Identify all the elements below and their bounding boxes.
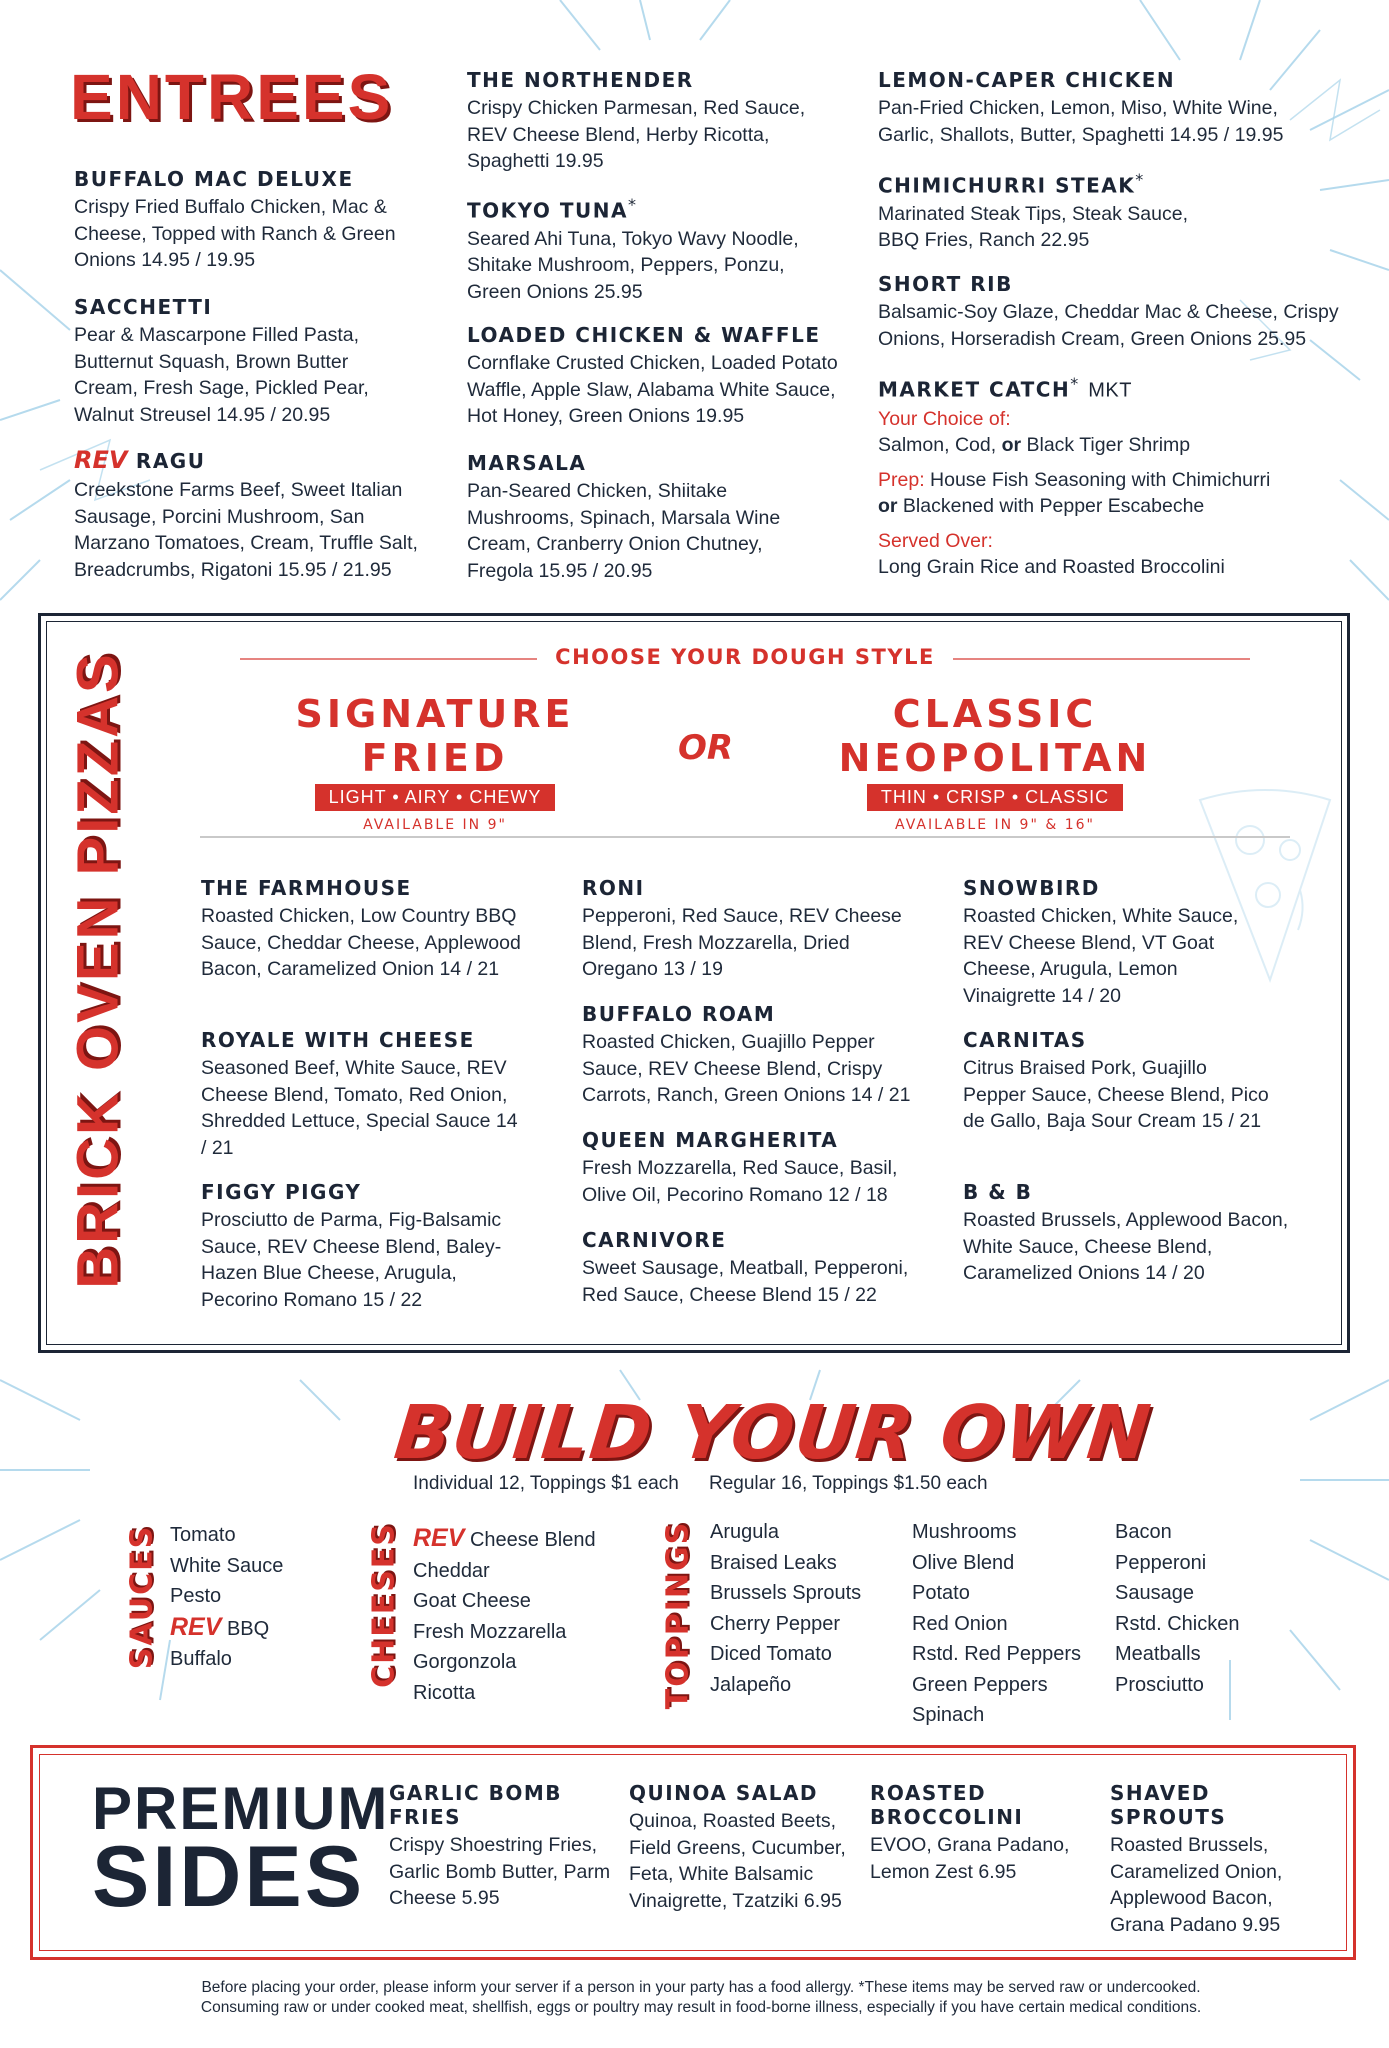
- pizza-name: B & B: [963, 1180, 1033, 1204]
- regular-price: Regular 16, Toppings $1.50 each: [709, 1473, 988, 1494]
- entree-name: SACCHETTI: [74, 295, 213, 319]
- entree-name: THE NORTHENDER: [467, 68, 694, 92]
- toppings-list-1: [710, 1517, 861, 1700]
- toppings-list-2: [912, 1517, 1081, 1731]
- entree-item: [467, 68, 827, 175]
- disclaimer-line: Before placing your order, please inform your server if a person in your party has a food allergy. *These items may be served raw or undercooked.: [201, 1979, 1201, 1996]
- pizza-desc: Citrus Braised Pork, Guajillo Pepper Sauce, Cheese Blend, Pico de Gallo, Baja Sour Cream 15 / 21: [963, 1057, 1269, 1132]
- pizza-desc: Roasted Chicken, White Sauce, REV Cheese Blend, VT Goat Cheese, Arugula, Lemon Vinaigrette 14 / 20: [963, 905, 1239, 1007]
- pizza-name: BUFFALO ROAM: [582, 1002, 776, 1026]
- allergy-disclaimer: [86, 1978, 1316, 2018]
- entree-desc: Marinated Steak Tips, Steak Sauce, BBQ Fries, Ranch 22.95: [878, 202, 1189, 252]
- build-your-own-title: BUILD YOUR OWN: [390, 1390, 1156, 1476]
- entree-item: [74, 295, 384, 428]
- entree-item: [74, 446, 434, 583]
- entree-name: LEMON-CAPER CHICKEN: [878, 68, 1176, 92]
- entree-name: REV RAGU: [74, 446, 206, 474]
- pizza-desc: Seasoned Beef, White Sauce, REV Cheese Blend, Tomato, Red Onion, Shredded Lettuce, Special Sauce 14 / 21: [201, 1057, 518, 1159]
- sauce-item: REV BBQ: [170, 1612, 270, 1641]
- pizza-desc: Roasted Chicken, Low Country BBQ Sauce, Cheddar Cheese, Applewood Bacon, Caramelized Onion 14 / 21: [201, 905, 521, 980]
- divider: [200, 836, 1290, 838]
- topping-item: Potato: [912, 1582, 970, 1604]
- entree-name: SHORT RIB: [878, 272, 1013, 296]
- entree-desc: Crispy Fried Buffalo Chicken, Mac & Cheese, Topped with Ranch & Green Onions 14.95 / 19.95: [74, 196, 396, 271]
- sauces-label: SAUCES: [124, 1524, 160, 1670]
- or-separator: OR: [678, 728, 734, 768]
- toppings-list-3: [1115, 1517, 1240, 1700]
- topping-item: Prosciutto: [1115, 1673, 1204, 1696]
- entree-name: BUFFALO MAC DELUXE: [74, 167, 354, 191]
- side-name: QUINOA SALAD: [629, 1781, 819, 1805]
- entree-item: [878, 170, 1228, 254]
- topping-item: Red Onion: [912, 1612, 1008, 1635]
- cheese-item: Cheddar: [413, 1559, 490, 1582]
- cheese-item: Fresh Mozzarella: [413, 1620, 567, 1643]
- individual-price: Individual 12, Toppings $1 each: [413, 1473, 679, 1494]
- pizza-name: ROYALE WITH CHEESE: [201, 1028, 475, 1052]
- pizza-item: [201, 1028, 521, 1161]
- pizza-desc: Roasted Brussels, Applewood Bacon, White Sauce, Cheese Blend, Caramelized Onions 14 / 20: [963, 1209, 1289, 1284]
- served-label: Served Over:: [878, 529, 993, 552]
- pizza-item: [582, 876, 922, 983]
- dough-style-name: SIGNATURE FRIED: [295, 692, 575, 780]
- sauces-list: [170, 1520, 283, 1675]
- entree-desc: Cornflake Crusted Chicken, Loaded Potato Waffle, Apple Slaw, Alabama White Sauce, Hot Honey, Green Onions 19.95: [467, 352, 838, 427]
- pizza-name: QUEEN MARGHERITA: [582, 1128, 839, 1152]
- pizza-desc: Fresh Mozzarella, Red Sauce, Basil, Olive Oil, Pecorino Romano 12 / 18: [582, 1157, 898, 1206]
- pizza-desc: Roasted Chicken, Guajillo Pepper Sauce, REV Cheese Blend, Crispy Carrots, Ranch, Green Onions 14 / 21: [582, 1031, 911, 1106]
- rev-logo: REV: [170, 1612, 222, 1641]
- topping-item: Arugula: [710, 1521, 779, 1543]
- topping-item: Mushrooms: [912, 1521, 1017, 1543]
- pizza-desc: Pepperoni, Red Sauce, REV Cheese Blend, Fresh Mozzarella, Dried Oregano 13 / 19: [582, 905, 902, 980]
- rev-logo: REV: [74, 446, 128, 474]
- pizza-item: [582, 1128, 922, 1208]
- dough-style-availability: AVAILABLE IN 9": [363, 817, 507, 833]
- entree-desc: Pan-Seared Chicken, Shiitake Mushrooms, Spinach, Marsala Wine Cream, Cranberry Onion Chutney, Fregola 15.95 / 20.95: [467, 480, 781, 582]
- entree-name: CHIMICHURRI STEAK*: [878, 170, 1145, 198]
- served-text: Long Grain Rice and Roasted Broccolini: [878, 556, 1225, 579]
- cheese-item: Ricotta: [413, 1681, 476, 1704]
- pizza-item: [963, 1028, 1273, 1135]
- rev-logo: REV: [413, 1524, 465, 1552]
- side-name: ROASTED BROCCOLINI: [870, 1781, 1024, 1829]
- sauce-item: Tomato: [170, 1524, 236, 1546]
- cheeses-list: [413, 1523, 596, 1708]
- pizza-name: CARNIVORE: [582, 1228, 727, 1252]
- toppings-label: TOPPINGS: [660, 1520, 696, 1710]
- dough-style-name: CLASSIC NEOPOLITAN: [838, 692, 1152, 780]
- sauce-item: Pesto: [170, 1585, 222, 1607]
- side-desc: Crispy Shoestring Fries, Garlic Bomb Butter, Parm Cheese 5.95: [389, 1834, 611, 1909]
- sauce-item: White Sauce: [170, 1554, 284, 1577]
- side-desc: EVOO, Grana Padano, Lemon Zest 6.95: [870, 1834, 1070, 1883]
- pizza-item: [201, 1180, 531, 1313]
- topping-item: Brussels Sprouts: [710, 1582, 862, 1604]
- entree-item: [467, 323, 857, 430]
- topping-item: Rstd. Chicken: [1115, 1612, 1240, 1635]
- entree-item: [467, 195, 837, 305]
- side-item: [1110, 1781, 1330, 1938]
- topping-item: Jalapeño: [710, 1673, 792, 1696]
- entree-item: [878, 68, 1318, 148]
- cheese-item: Gorgonzola: [413, 1651, 517, 1673]
- choice-label: Your Choice of:: [878, 407, 1011, 430]
- cheeses-label: CHEESES: [366, 1522, 402, 1688]
- topping-item: Olive Blend: [912, 1551, 1015, 1574]
- entree-name: MARKET CATCH* MKT: [878, 374, 1132, 402]
- pizza-item: [201, 876, 521, 983]
- entree-desc: Creekstone Farms Beef, Sweet Italian Sausage, Porcini Mushroom, San Marzano Tomatoes, Cream, Truffle Salt, Breadcrumbs, Rigatoni 15.95 / 21.95: [74, 479, 418, 581]
- prep-text: Prep: House Fish Seasoning with Chimichurri or Blackened with Pepper Escabeche: [878, 468, 1271, 518]
- market-catch: [878, 374, 1348, 581]
- dough-style-classic-neopolitan: [785, 692, 1205, 833]
- pizza-item: [582, 1002, 932, 1109]
- entree-desc: Pear & Mascarpone Filled Pasta, Butternut Squash, Brown Butter Cream, Fresh Sage, Pickled Pear, Walnut Streusel 14.95 / 20.95: [74, 324, 369, 426]
- entree-item: [878, 272, 1348, 352]
- cheese-item: Goat Cheese: [413, 1590, 531, 1612]
- entree-desc: Seared Ahi Tuna, Tokyo Wavy Noodle, Shitake Mushroom, Peppers, Ponzu, Green Onions 25.95: [467, 227, 799, 303]
- dough-style-signature-fried: [255, 692, 615, 833]
- topping-item: Meatballs: [1115, 1643, 1201, 1665]
- pizza-name: FIGGY PIGGY: [201, 1180, 362, 1204]
- side-item: [629, 1781, 854, 1914]
- pizza-name: SNOWBIRD: [963, 876, 1100, 900]
- entree-name: MARSALA: [467, 451, 587, 475]
- topping-item: Sausage: [1115, 1582, 1194, 1604]
- entrees-title: ENTREES: [70, 61, 394, 133]
- pizza-item: [582, 1228, 922, 1308]
- topping-item: Cherry Pepper: [710, 1612, 841, 1635]
- dough-style-tag: LIGHT • AIRY • CHEWY: [315, 784, 556, 811]
- side-desc: Quinoa, Roasted Beets, Field Greens, Cucumber, Feta, White Balsamic Vinaigrette, Tzatziki 6.95: [629, 1810, 846, 1912]
- side-desc: Roasted Brussels, Caramelized Onion, Applewood Bacon, Grana Padano 9.95: [1110, 1834, 1283, 1936]
- pizza-name: CARNITAS: [963, 1028, 1087, 1052]
- entree-name: TOKYO TUNA*: [467, 195, 638, 223]
- sauce-item: Buffalo: [170, 1648, 232, 1670]
- side-name: SHAVED SPROUTS: [1110, 1781, 1227, 1829]
- side-name: GARLIC BOMB FRIES: [389, 1781, 563, 1829]
- dough-style-heading: CHOOSE YOUR DOUGH STYLE: [200, 645, 1290, 669]
- topping-item: Rstd. Red Peppers: [912, 1643, 1081, 1665]
- dough-style-tag: THIN • CRISP • CLASSIC: [867, 784, 1123, 811]
- cheese-item: REV Cheese Blend: [413, 1524, 596, 1552]
- pizza-desc: Sweet Sausage, Meatball, Pepperoni, Red Sauce, Cheese Blend 15 / 22: [582, 1257, 909, 1306]
- entree-desc: Pan-Fried Chicken, Lemon, Miso, White Wine, Garlic, Shallots, Butter, Spaghetti 14.95 / 19.95: [878, 97, 1284, 146]
- side-item: [870, 1781, 1090, 1885]
- pizza-item: [963, 876, 1263, 1009]
- entree-item: [467, 451, 812, 584]
- topping-item: Bacon: [1115, 1521, 1172, 1543]
- topping-item: Spinach: [912, 1704, 985, 1726]
- dough-style-availability: AVAILABLE IN 9" & 16": [895, 817, 1095, 833]
- pizza-name: THE FARMHOUSE: [201, 876, 412, 900]
- entree-name: LOADED CHICKEN & WAFFLE: [467, 323, 821, 347]
- topping-item: Pepperoni: [1115, 1551, 1207, 1574]
- entree-item: [74, 167, 414, 274]
- entree-desc: Balsamic-Soy Glaze, Cheddar Mac & Cheese, Crispy Onions, Horseradish Cream, Green Onions 25.95: [878, 301, 1339, 350]
- pizza-section-title: BRICK OVEN PIZZAS: [65, 651, 131, 1289]
- side-item: [389, 1781, 619, 1912]
- topping-item: Green Peppers: [912, 1673, 1048, 1696]
- entree-desc: Crispy Chicken Parmesan, Red Sauce, REV Cheese Blend, Herby Ricotta, Spaghetti 19.95: [467, 97, 806, 172]
- topping-item: Braised Leaks: [710, 1551, 837, 1574]
- pizza-item: [963, 1180, 1293, 1287]
- pizza-desc: Prosciutto de Parma, Fig-Balsamic Sauce, REV Cheese Blend, Baley-Hazen Blue Cheese, Arugula, Pecorino Romano 15 / 22: [201, 1209, 502, 1311]
- topping-item: Diced Tomato: [710, 1643, 832, 1665]
- pizza-name: RONI: [582, 876, 645, 900]
- premium-sides-title: PREMIUM SIDES: [92, 1775, 390, 1925]
- disclaimer-line: Consuming raw or under cooked meat, shellfish, eggs or poultry may result in food-borne illness, especially if you have certain medical conditions.: [200, 1999, 1202, 2016]
- choice-text: Salmon, Cod, or Black Tiger Shrimp: [878, 434, 1191, 457]
